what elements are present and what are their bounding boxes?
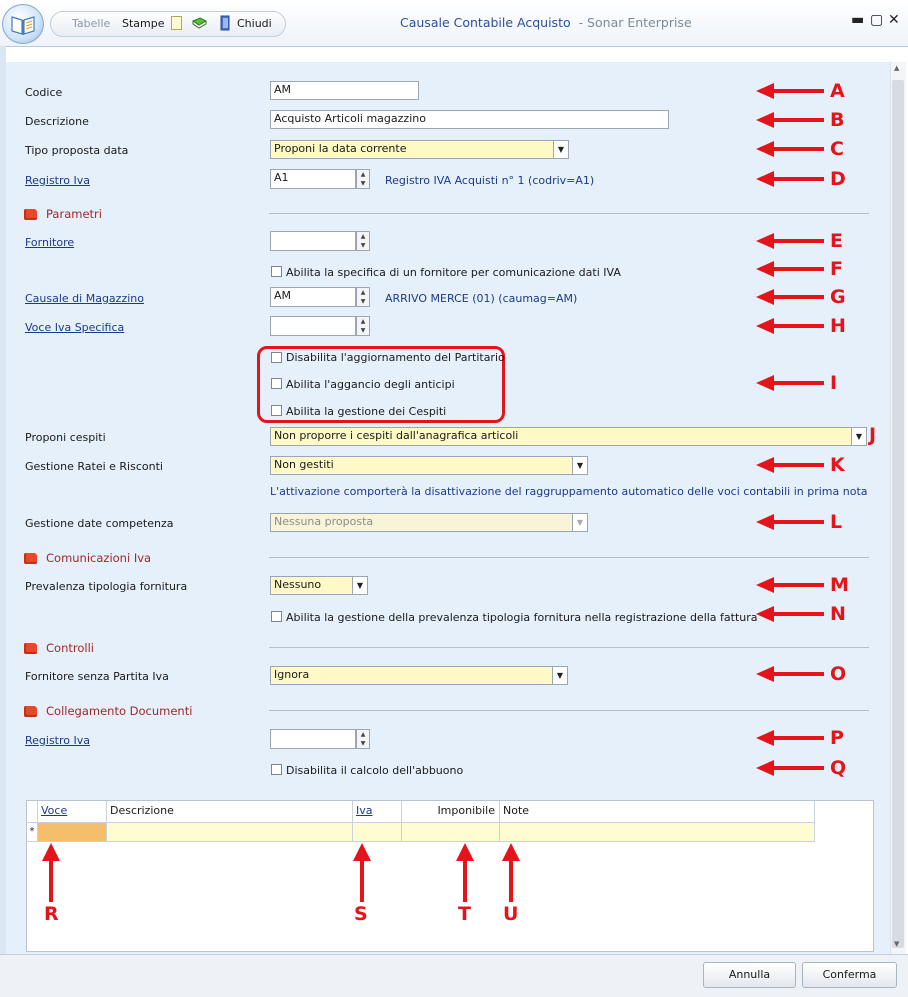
section-comunicazioni-iva: Comunicazioni Iva (46, 551, 152, 565)
chevron-down-icon[interactable]: ▼ (553, 141, 568, 158)
annotation-arrow-e (756, 230, 843, 252)
voce-iva-input[interactable] (270, 316, 356, 336)
fornitore-input[interactable] (270, 231, 356, 251)
annotation-label: A (830, 80, 845, 102)
close-form-button[interactable]: Chiudi (237, 17, 272, 30)
menu-tabelle[interactable]: Tabelle (72, 17, 111, 30)
codice-label: Codice (25, 86, 63, 99)
grid-cell-iva[interactable] (353, 823, 402, 842)
annotation-label-u: U (503, 903, 519, 925)
grid-header-imponibile[interactable]: Imponibile (402, 801, 500, 823)
abilita-prevalenza-label: Abilita la gestione della prevalenza tipologia fornitura nella registrazione della fattura (286, 611, 758, 624)
annotation-label: K (830, 454, 845, 476)
annotation-label: H (830, 315, 846, 337)
prevalenza-select[interactable]: Nessuno (270, 576, 368, 595)
separator (269, 557, 869, 558)
grid-header-descrizione[interactable]: Descrizione (107, 801, 353, 823)
registro-iva2-link[interactable]: Registro Iva (25, 734, 91, 747)
annotation-label: Q (830, 757, 847, 779)
annotation-label: C (830, 138, 844, 160)
voce-iva-link[interactable]: Voce Iva Specifica (25, 321, 125, 334)
annotation-shaft-u (509, 860, 513, 902)
window-title-text: Causale Contabile Acquisto (400, 15, 571, 30)
grid-cell-imponibile[interactable] (402, 823, 500, 842)
annotation-arrow-q (756, 757, 846, 779)
voce-iva-spinner[interactable]: ▲ ▼ (356, 316, 370, 336)
annotation-arrowhead-s (353, 843, 371, 861)
ratei-risconti-note: L'attivazione comporterà la disattivazione del raggruppamento automatico delle voci contabili in prima nota (270, 485, 868, 498)
ratei-risconti-select[interactable]: Non gestiti (270, 456, 588, 475)
annotation-label: I (830, 372, 838, 394)
registro-iva-spinner[interactable]: ▲ ▼ (356, 169, 370, 189)
registro-iva-input[interactable]: A1 (270, 169, 356, 189)
chevron-down-icon[interactable]: ▼ (572, 457, 587, 474)
disabilita-partitario-label: Disabilita l'aggiornamento del Partitario (286, 351, 505, 364)
menu-stampe[interactable]: Stampe (122, 17, 165, 30)
proponi-cespiti-label: Proponi cespiti (25, 431, 106, 444)
fornitore-spinner[interactable]: ▲ ▼ (356, 231, 370, 251)
section-controlli: Controlli (46, 641, 94, 655)
window-title (400, 15, 692, 30)
prevalenza-label: Prevalenza tipologia fornitura (25, 580, 188, 593)
annotation-label: E (830, 230, 843, 252)
abilita-anticipi-checkbox[interactable] (271, 378, 282, 389)
section-parametri: Parametri (46, 207, 102, 221)
new-document-icon[interactable] (171, 16, 182, 30)
disabilita-abbuono-label: Disabilita il calcolo dell'abbuono (286, 764, 464, 777)
annotation-arrow-c (756, 138, 844, 160)
section-collegamento-documenti: Collegamento Documenti (46, 704, 193, 718)
confirm-button[interactable]: Conferma (802, 962, 897, 988)
annotation-label: J (869, 424, 877, 446)
scroll-up-icon[interactable]: ▲ (894, 64, 900, 72)
annotation-arrow-l (756, 511, 842, 533)
tipo-proposta-select[interactable]: Proponi la data corrente (270, 140, 569, 159)
annotation-label: B (830, 109, 845, 131)
grid-header-voce[interactable]: Voce (38, 801, 107, 823)
annotation-arrow-a (756, 80, 845, 102)
descrizione-label: Descrizione (25, 115, 89, 128)
separator (269, 647, 869, 648)
folder-icon (24, 643, 37, 654)
annotation-arrow-d (756, 168, 846, 190)
annotation-arrow-g (756, 286, 846, 308)
grid-corner (27, 801, 38, 823)
causale-magazzino-link[interactable]: Causale di Magazzino (25, 292, 144, 305)
annotation-label: N (830, 603, 846, 625)
date-competenza-label: Gestione date competenza (25, 517, 174, 530)
annotation-label: L (830, 511, 843, 533)
ratei-risconti-label: Gestione Ratei e Risconti (25, 460, 163, 473)
registro-iva-info: Registro IVA Acquisti n° 1 (codriv=A1) (385, 174, 595, 187)
causale-magazzino-input[interactable]: AM (270, 287, 356, 307)
proponi-cespiti-select[interactable]: Non proporre i cespiti dall'anagrafica articoli (270, 427, 867, 446)
annotation-label-r: R (44, 903, 59, 925)
causale-magazzino-info: ARRIVO MERCE (01) (caumag=AM) (385, 292, 578, 305)
registro-iva2-input[interactable] (270, 729, 356, 749)
annotation-label-j (869, 424, 876, 446)
chevron-down-icon[interactable]: ▼ (552, 667, 567, 684)
annotation-shaft-r (49, 860, 53, 902)
annotation-arrow-h (756, 315, 846, 337)
grid-header-note[interactable]: Note (500, 801, 815, 823)
app-name: - Sonar Enterprise (578, 15, 692, 30)
annotation-arrow-b (756, 109, 844, 131)
separator (269, 213, 869, 214)
folder-icon (24, 706, 37, 717)
abilita-cespiti-label: Abilita la gestione dei Cespiti (286, 405, 447, 418)
annotation-arrowhead-r (42, 843, 60, 861)
annotation-arrow-f (756, 258, 843, 280)
maximize-icon[interactable]: ▢ (870, 12, 884, 28)
folder-icon (24, 553, 37, 564)
annotation-arrow-m (756, 574, 849, 596)
annotation-arrow-p (756, 727, 844, 749)
chevron-down-icon[interactable]: ▼ (572, 514, 587, 531)
new-row-marker: * (27, 823, 38, 842)
abilita-specifica-label: Abilita la specifica di un fornitore per comunicazione dati IVA (286, 266, 621, 279)
abilita-anticipi-label: Abilita l'aggancio degli anticipi (286, 378, 455, 391)
fornitore-link[interactable]: Fornitore (25, 236, 75, 249)
annotation-shaft-t (463, 860, 467, 902)
annotation-label-s: S (354, 903, 368, 925)
fornitore-senza-piva-select[interactable]: Ignora (270, 666, 568, 685)
annotation-arrowhead-u (502, 843, 520, 861)
close-icon[interactable]: ✕ (888, 12, 900, 28)
annotation-label: M (830, 574, 849, 596)
annotation-label-t: T (458, 903, 471, 925)
annotation-label: F (830, 258, 843, 280)
book-icon (3, 5, 43, 43)
fornitore-senza-piva-label: Fornitore senza Partita Iva (25, 670, 169, 683)
annotation-shaft-s (360, 860, 364, 902)
tipo-proposta-label: Tipo proposta data (25, 144, 129, 157)
annotation-arrow-k (756, 454, 845, 476)
grid-cell-descrizione[interactable] (107, 823, 353, 842)
grid-header-iva[interactable]: Iva (353, 801, 402, 823)
annotation-label: D (830, 168, 846, 190)
grid-cell-note[interactable] (500, 823, 815, 842)
cancel-button[interactable]: Annulla (703, 962, 796, 988)
abilita-cespiti-checkbox[interactable] (271, 405, 282, 416)
annotation-label: G (830, 286, 846, 308)
minimize-icon[interactable]: ▬ (851, 12, 865, 28)
green-book-icon[interactable] (192, 16, 207, 30)
registro-iva2-spinner[interactable]: ▲ ▼ (356, 729, 370, 749)
disabilita-abbuono-checkbox[interactable] (271, 764, 282, 775)
annotation-arrow-i (756, 372, 837, 394)
annotation-label: P (830, 727, 844, 749)
app-menu-button[interactable] (2, 4, 44, 44)
registro-iva-link[interactable]: Registro Iva (25, 174, 91, 187)
folder-icon (24, 209, 37, 220)
annotation-arrow-o (756, 663, 846, 685)
chevron-down-icon[interactable]: ▼ (352, 577, 367, 594)
annotation-label: O (830, 663, 847, 685)
annotation-arrow-n (756, 603, 846, 625)
annotation-arrowhead-t (456, 843, 474, 861)
abilita-specifica-checkbox[interactable] (271, 266, 282, 277)
exit-door-icon (219, 15, 232, 31)
causale-magazzino-spinner[interactable]: ▲ ▼ (356, 287, 370, 307)
scroll-down-icon[interactable]: ▼ (894, 940, 900, 948)
scrollbar-thumb[interactable] (892, 80, 904, 948)
grid-cell-voce[interactable] (38, 823, 107, 842)
descrizione-input[interactable]: Acquisto Articoli magazzino (270, 110, 669, 129)
abilita-prevalenza-checkbox[interactable] (271, 611, 282, 622)
date-competenza-select[interactable]: Nessuna proposta (270, 513, 588, 532)
disabilita-partitario-checkbox[interactable] (271, 352, 282, 363)
chevron-down-icon[interactable]: ▼ (851, 428, 866, 445)
codice-input[interactable]: AM (270, 81, 419, 100)
separator (269, 710, 869, 711)
